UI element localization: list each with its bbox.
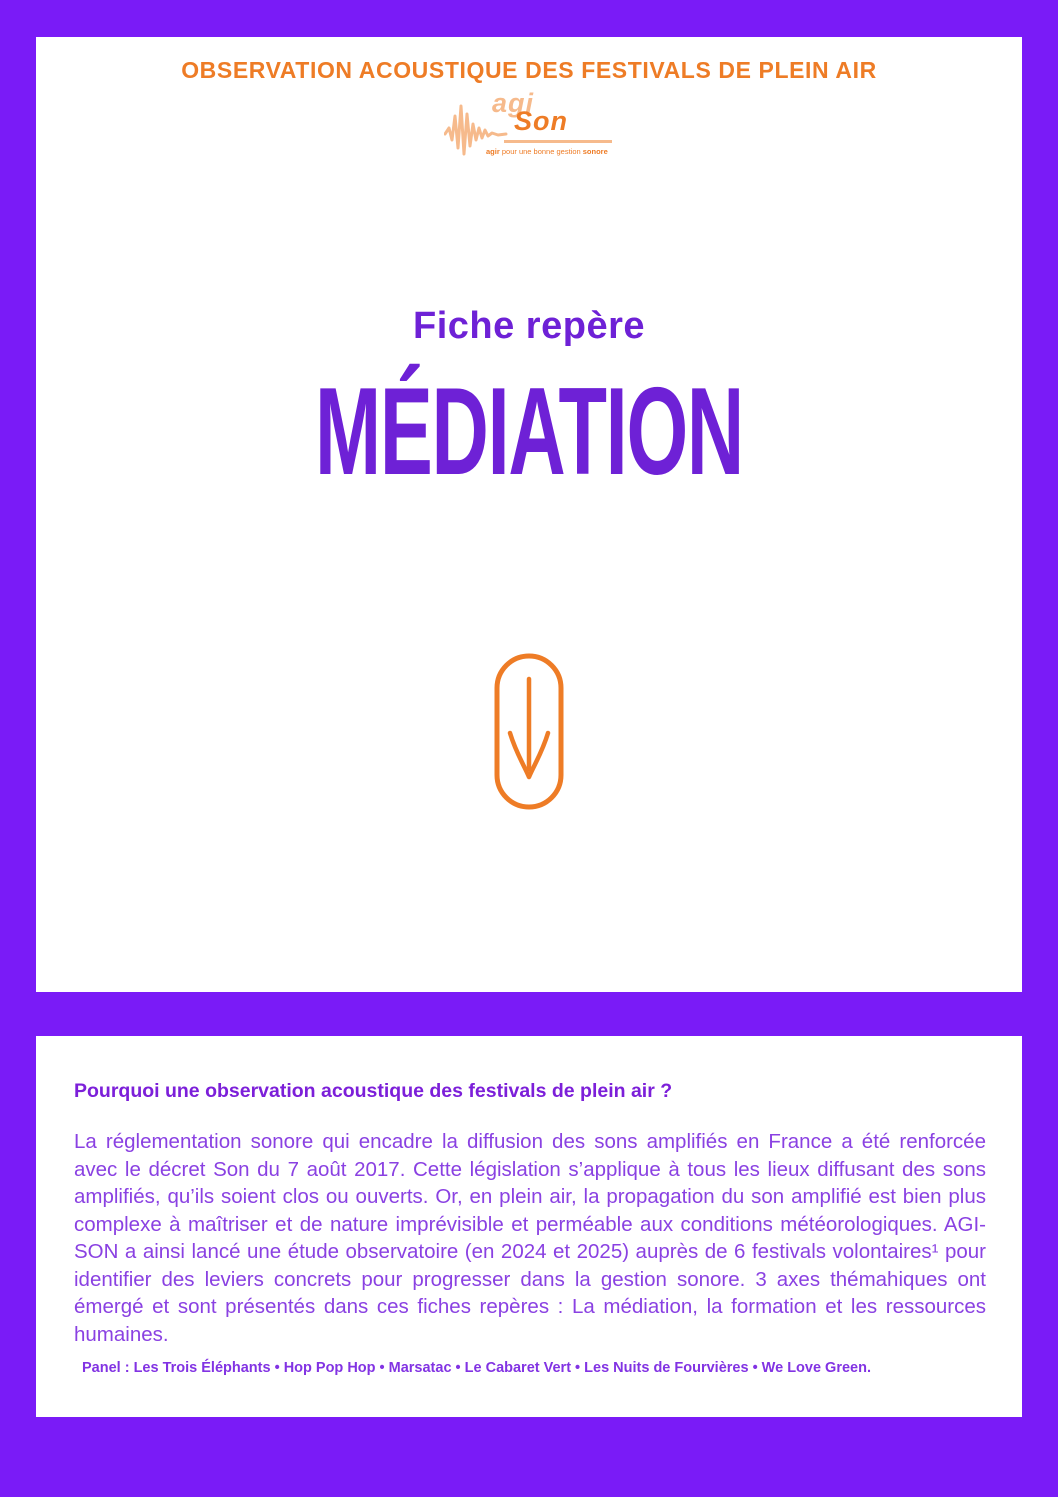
hero-card [36, 37, 1022, 992]
logo-tagline-start: agir [486, 147, 500, 156]
intro-heading: Pourquoi une observation acoustique des festivals de plein air ? [74, 1080, 673, 1102]
page-title: MÉDIATION [315, 363, 743, 501]
intro-card [36, 1036, 1022, 1417]
scroll-down-indicator [36, 653, 1022, 815]
logo-tagline-end: sonore [582, 147, 608, 156]
panel-festivals-note: Panel : Les Trois Éléphants • Hop Pop Hop • Marsatac • Le Cabaret Vert • Les Nuits de Fourvières • We Love Green. [82, 1360, 871, 1376]
logo-tagline [486, 147, 626, 156]
logo-underline [504, 140, 612, 143]
logo-tagline-mid: pour une bonne gestion [499, 147, 583, 156]
down-arrow-icon [494, 653, 564, 810]
document-header-title: OBSERVATION ACOUSTIQUE DES FESTIVALS DE PLEIN AIR [181, 57, 877, 83]
fiche-kicker: Fiche repère [413, 305, 645, 347]
agison-logo [36, 88, 1022, 172]
logo-word-agi: agi [492, 88, 535, 118]
logo-word-son: Son [514, 106, 568, 136]
intro-body-text: La réglementation sonore qui encadre la diffusion des sons amplifiés en France a été renforcée avec le décret Son du 7 août 2017. Cette législation s’applique à tous les lieux diffusant des sons amplifiés, qu’ils soient clos ou ouverts. Or, en plein air, la propagation du son amplifié est bien plus complexe à maîtriser et de nature imprévisible et perméable aux conditions météorologiques. AGI-SON a ainsi lancé une étude observatoire (en 2024 et 2025) auprès de 6 festivals volontaires¹ pour identifier des leviers concrets pour progresser dans la gestion sonore. 3 axes thémahiques ont émergé et sont présentés dans ces fiches repères : La médiation, la formation et les ressources humaines. [74, 1130, 986, 1346]
